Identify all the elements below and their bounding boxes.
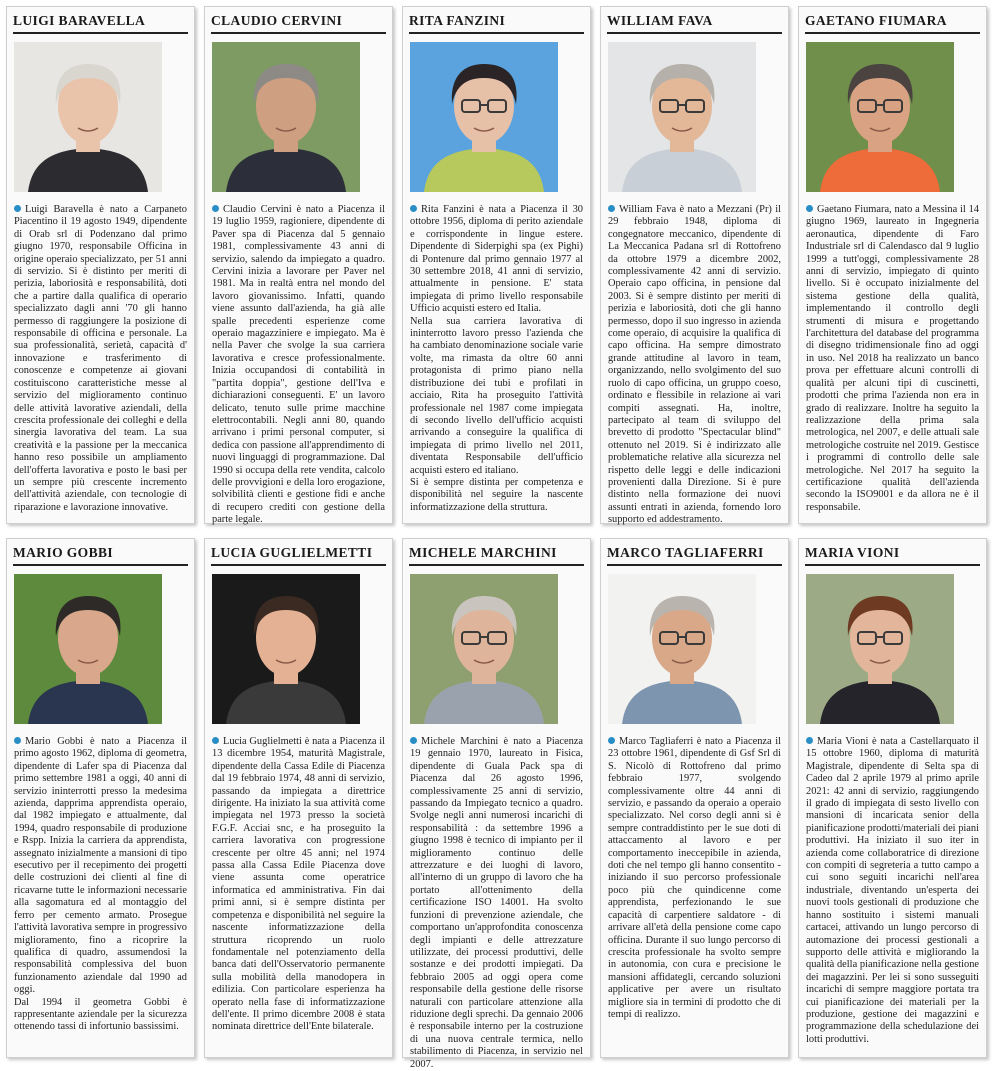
bullet-icon <box>212 737 219 744</box>
bio-paragraph <box>410 316 583 477</box>
portrait-image <box>608 42 756 192</box>
bio-paragraph <box>608 736 781 1021</box>
bio-paragraph <box>14 997 187 1034</box>
bullet-icon <box>806 737 813 744</box>
name-header <box>13 7 188 34</box>
bullet-icon <box>806 205 813 212</box>
portrait-photo <box>212 574 360 724</box>
portrait-image <box>806 42 954 192</box>
profile-card <box>798 538 987 1058</box>
portrait-image <box>212 574 360 724</box>
portrait-image <box>14 42 162 192</box>
name-header <box>607 7 782 34</box>
profile-card <box>204 6 393 524</box>
name-header <box>805 539 980 566</box>
name-header <box>409 7 584 34</box>
portrait-image <box>410 42 558 192</box>
bullet-icon <box>14 205 21 212</box>
portrait-photo <box>212 42 360 192</box>
profile-card <box>798 6 987 524</box>
biography <box>14 736 187 1034</box>
biography <box>608 736 781 1021</box>
bio-text: Si è sempre distinta per competenza e disponibilità nel seguire la nascente informatizzazione della struttura. <box>410 476 583 513</box>
portrait-photo <box>608 42 756 192</box>
biography <box>212 204 385 527</box>
bullet-icon <box>608 205 615 212</box>
bio-paragraph <box>410 477 583 514</box>
person-name: GAETANO FIUMARA <box>805 13 947 28</box>
bio-text: William Fava è nato a Mezzani (Pr) il 29 febbraio 1948, diploma di congegnatore meccanico, dipendente di La Meccanica Padana srl di Rottofreno da ottobre 1979 a dicembre 2002, complessivamente 42 anni di servizio. Operaio capo officina, in pensione dal 2003. Si è sempre distinto per meriti di perizia e laboriosità, doti che gli hanno permesso, dopo il suo ingresso in azienda come operaio, di acquisire la qualifica di capo officina. Ha sempre dimostrato grande attitudine al lavoro in team, organizzando, nello svolgimento del suo ruolo di capo officina, un gruppo coeso, ordinato e flessibile in relazione ai vari compiti assegnati. Ha, inoltre, partecipato al team di sviluppo del brevetto di prodotto "Spectacular blind" ottenuto nel 2019. Si è indirizzato alle problematiche relative alla sicurezza nel rispetto delle leggi e delle indicazioni provenienti dalla Direzione. Si è pure distinto nella formazione dei nuovi assunti entrati in azienda, fornendo loro supporto ed addestramento. <box>608 204 781 526</box>
portrait-image <box>212 42 360 192</box>
name-header <box>211 7 386 34</box>
portrait-photo <box>410 42 558 192</box>
person-name: LUCIA GUGLIELMETTI <box>211 545 373 560</box>
person-name: MARIO GOBBI <box>13 545 114 560</box>
bullet-icon <box>14 737 21 744</box>
profile-card <box>402 538 591 1070</box>
bio-text: Lucia Guglielmetti è nata a Piacenza il 13 dicembre 1954, maturità Magistrale, dipendente della Cassa Edile di Piacenza dal 19 febbraio 1974, 48 anni di servizio, passando da impiegata a direttrice dirigente. Ha iniziato la sua attività come impiegata nel 1973 presso la società F.G.F. Acciai snc, e ha proseguito la carriera lavorativa con progressione crescente per oltre 45 anni; nel 1974 passa alla Cassa Edile Piacenza dove viene assunta come operatrice informatica ed amministrativa. Fin dai primi anni, si è sempre distinta per competenza e disponibilità nel seguire la nascente informatizzazione della struttura ricoprendo un ruolo fondamentale nel potenziamento della banca dati dell'Osservatorio permanente sulla mobilità della manodopera in edilizia. Con particolare esperienza ha operato nella fase di informatizzazione dell'ente. Il primo dicembre 2008 è stata nominata direttrice dell'Ente bilaterale. <box>212 736 385 1033</box>
profile-card <box>600 6 789 524</box>
person-name: RITA FANZINI <box>409 13 506 28</box>
portrait-photo <box>806 574 954 724</box>
biography <box>410 736 583 1071</box>
person-name: CLAUDIO CERVINI <box>211 13 343 28</box>
portrait-image <box>806 574 954 724</box>
bio-text: Gaetano Fiumara, nato a Messina il 14 giugno 1969, laureato in Ingegneria aeronautica, dipendente di Faro Industriale srl di Calendasco dal 9 luglio 1999 a tutt'oggi, complessivamente 28 anni di servizio, impiegato di quinto livello. Si è occupato inizialmente del sistema gestione della qualità, implementando il controllo degli strumenti di misura e progettando l'architettura del database del programma di disegno tridimensionale fino ad oggi in uso. Nel 2018 ha realizzato un banco prova per effettuare alcuni controlli di qualità per alcuni tipi di cuscinetti, prodotti che prima l'azienda non era in grado di realizzare. Inoltre ha seguito la realizzazione della prima sala metrologica, nel 2007, e delle attuali sale metrologiche costruite nel 2019. Gestisce i programmi di controllo delle sale metrologiche. Nel 2017 ha seguito la certificazione qualità dell'azienda secondo la ISO9001 e da allora ne è il responsabile. <box>806 204 979 513</box>
bio-paragraph <box>608 204 781 527</box>
biography <box>212 736 385 1034</box>
bio-text: Rita Fanzini è nata a Piacenza il 30 ottobre 1956, diploma di perito aziendale e corrispondente in lingue estere. Dipendente di Siderpighi spa (ex Pighi) di Pontenure dal primo gennaio 1977 al 30 settembre 2018, 41 anni di servizio, attualmente in pensione. E' stata impiegata di primo livello responsabile Ufficio acquisti estero ed Italia. <box>410 204 583 315</box>
bio-text: Michele Marchini è nato a Piacenza 19 gennaio 1970, laureato in Fisica, dipendente di Guala Pack spa di Piacenza dal 26 agosto 1996, complessivamente 25 anni di servizio, passando da Impiegato tecnico a quadro. Svolge negli anni numerosi incarichi di responsabilità : da settembre 1996 a giugno 1998 è tecnico di impianto per il miglioramento continuo delle attrezzature e dei luoghi di lavoro, all'interno di un gruppo di lavoro che ha portato all'ottenimento della certificazione ISO 14001. Ha svolto funzioni di prevenzione aziendale, che comportano un'approfondita conoscenza degli impianti e delle attrezzature utilizzate, dei processi produttivi, delle sostanze e dei prodotti impiegati. Da febbraio 2005 ad oggi opera come responsabile della gestione delle risorse naturali con particolare attenzione alla riduzione degli sprechi. Da gennaio 2006 è responsabile interno per la costruzione di una nuova centrale termica, nello stabilimento di Piacenza, in servizio nel 2007. <box>410 736 583 1070</box>
bio-text: Dal 1994 il geometra Gobbi è rappresentante aziendale per la sicurezza ottenendo tassi di infortunio bassissimi. <box>14 996 187 1033</box>
portrait-photo <box>410 574 558 724</box>
portrait-photo <box>608 574 756 724</box>
person-name: WILLIAM FAVA <box>607 13 713 28</box>
bullet-icon <box>410 205 417 212</box>
profiles-grid <box>4 4 990 1070</box>
biography <box>608 204 781 527</box>
profile-card <box>204 538 393 1058</box>
bio-paragraph <box>14 736 187 997</box>
biography <box>410 204 583 514</box>
name-header <box>409 539 584 566</box>
bio-paragraph <box>410 204 583 316</box>
bio-text: Mario Gobbi è nato a Piacenza il primo agosto 1962, diploma di geometra, dipendente di Lafer spa di Piacenza dal primo settembre 1981 a oggi, 40 anni di servizio ininterrotti presso la medesima azienda, dapprima apprendista operaio, dal 1982 impiegato e attualmente, dal 1994, quadro responsabile di produzione e Rspp. Inizia la carriera da apprendista, assegnato inizialmente a mansioni di tipo esecutivo per il recepimento dei progetti delle costruzioni dei clienti al fine di ricavarne tutte le informazioni necessarie alla sagomatura ed al montaggio del ferro per cemento armato. Prosegue l'attività lavorativa sempre in progressivo miglioramento, fino a ricoprire la qualifica di quadro, assumendosi la responsabilità complessiva del buon funzionamento aziendale dal 1990 ad oggi. <box>14 736 187 996</box>
profile-card <box>6 538 195 1058</box>
bullet-icon <box>410 737 417 744</box>
bio-text: Maria Vioni è nata a Castellarquato il 15 ottobre 1960, diploma di maturità Magistrale, dipendente di Selta spa di Cadeo dal 2 aprile 1979 al primo aprile 2021: 42 anni di servizio, raggiungendo il grado di impiegata di sesto livello con mansioni di incaricata senior della pianificazione prodotti/materiali dei piani produttivi. Ha iniziato il suo iter in azienda come collaboratrice di direzione con compiti di segreteria a tutto campo a cui sono seguiti incarichi nell'area industriale, diventando un'esperta dei nuovi tools gestionali di produzione che hanno sostituito i sistemi manuali cartacei, attivando un lungo percorso di automazione dei processi gestionali a supporto delle attività e migliorando la qualità della pianificazione nella gestione dei magazzini. Per lei si sono susseguiti incarichi di sempre maggiore portata tra cui pianificazione dei materiali per la produzione, gestione dei magazzini e programmazione della schedulazione dei lotti produttivi. <box>806 736 979 1045</box>
portrait-image <box>14 574 162 724</box>
person-name: MARIA VIONI <box>805 545 900 560</box>
portrait-photo <box>14 42 162 192</box>
biography <box>806 736 979 1046</box>
profile-card <box>600 538 789 1058</box>
name-header <box>13 539 188 566</box>
bullet-icon <box>212 205 219 212</box>
bio-text: Marco Tagliaferri è nato a Piacenza il 23 ottobre 1961, dipendente di Gsf Srl di S. Nicolò di Rottofreno dal primo febbraio 1977, svolgendo complessivamente oltre 44 anni di servizio, e passando da operaio a operaio specializzato. Nel corso degli anni si è sempre contraddistinto per le sue doti di attaccamento al lavoro e per comportamento ineccepibile in azienda, doti che nel tempo gli hanno consentito - iniziando il suo percorso professionale poco più che quindicenne come apprendista, perfezionando le sue capacità di carpentiere saldatore - di arrivare all'età della pensione come capo officina. Durante il suo lungo percorso di crescita professionale ha svolto sempre in autonomia, con cura e precisione le mansioni affidategli, cercando soluzioni applicative per avere un risultato migliore sia in termini di prodotto che di tempi di realizzo. <box>608 736 781 1020</box>
profile-card <box>402 6 591 524</box>
person-name: MARCO TAGLIAFERRI <box>607 545 764 560</box>
portrait-photo <box>14 574 162 724</box>
portrait-image <box>608 574 756 724</box>
bio-text: Claudio Cervini è nato a Piacenza il 19 luglio 1959, ragioniere, dipendente di Paver spa di Piacenza dal 5 gennaio 1981, complessivamente 43 anni di servizio, salendo da impiegato a quadro. Cervini inizia a lavorare per Paver nel 1981. Ma in realtà entra nel mondo del lavoro giovanissimo. Infatti, quando viene assunto dall'azienda, ha già alle spalle precedenti esperienze come operaio magazziniere e impiegato. Ma è nella Paver che svolge la sua carriera lavorativa e cresce professionalmente. Inizia occupandosi di contabilità in "partita doppia", gestione dell'Iva e dichiarazioni conseguenti. E' un lavoro delicato, tenuto sulle prime macchine elettrocontabili. Negli anni 80, quando arrivano i primi personal computer, si dedica con passione all'apprendimento di nuovi linguaggi di programmazione. Dal 1990 si occupa della rete vendita, calcolo delle provvigioni e della loro erogazione, solvibilità clienti e gestione fidi e anche di recupero crediti con gestione della parte legale. <box>212 204 385 526</box>
biography <box>14 204 187 514</box>
name-header <box>211 539 386 566</box>
profile-card <box>6 6 195 524</box>
portrait-photo <box>806 42 954 192</box>
portrait-image <box>410 574 558 724</box>
person-name: LUIGI BARAVELLA <box>13 13 146 28</box>
name-header <box>607 539 782 566</box>
biography <box>806 204 979 514</box>
name-header <box>805 7 980 34</box>
bullet-icon <box>608 737 615 744</box>
bio-paragraph <box>14 204 187 514</box>
bio-paragraph <box>806 736 979 1046</box>
bio-paragraph <box>212 204 385 527</box>
bio-paragraph <box>410 736 583 1071</box>
bio-paragraph <box>806 204 979 514</box>
bio-text: Luigi Baravella è nato a Carpaneto Piacentino il 19 agosto 1949, dipendente di Orab srl di Podenzano dal primo giugno 1970, responsabile Officina in origine operaio specializzato, per 51 anni di servizio. Si è distinto per meriti di perizia, laboriosità e responsabilità, doti che a partire dalla qualifica di operario specializzato dagli anni '70 gli hanno permesso di raggiungere la posizione di responsabile di officina e personale. La sua professionalità, serietà, capacità d' innovazione e trasferimento di conoscenze e competenze ai giovani costituiscono caratteristiche messe al servizio del miglioramento continuo delle attività lavorative aziendali, della crescita professionale dei colleghi e della sinergia lavorativa del team. La sua creatività e la passione per la meccanica hanno reso possibile un ampliamento dell'offerta lavorativa e posto le basi per un sempre più crescente incremento dell'attività aziendale, con tecnologie di riparazione e lavorazione innovative. <box>14 204 187 513</box>
bio-text: Nella sua carriera lavorativa di ininterrotto lavoro presso l'azienda che ha cambiato denominazione sociale varie volte, ma rimasta da oltre 60 anni protagonista di primo piano nella distribuzione dei tubi e profilati in acciaio, Rita ha proseguito l'attività professionale nel 1987 come impiegata di secondo livello dell'ufficio acquisti arrivando a conseguire la qualifica di impiegata di primo livello nel 2011, diventata Responsabile dell'ufficio acquisti estero ed italiano. <box>410 315 583 476</box>
person-name: MICHELE MARCHINI <box>409 545 557 560</box>
bio-paragraph <box>212 736 385 1034</box>
